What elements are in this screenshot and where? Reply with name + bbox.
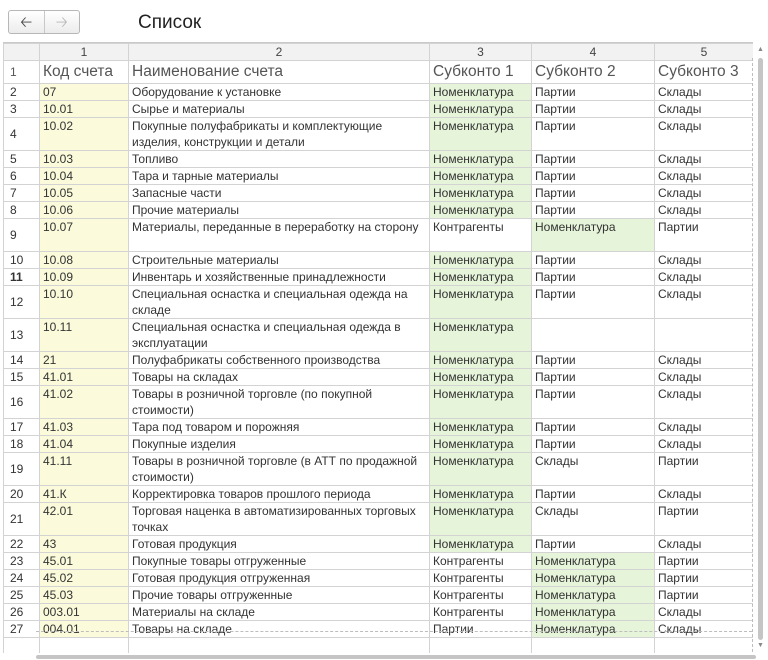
- vertical-scrollbar[interactable]: [755, 44, 766, 648]
- account-name-cell[interactable]: Строительные материалы: [129, 252, 430, 269]
- account-name-cell[interactable]: Товары на складе: [129, 621, 430, 638]
- header-code[interactable]: Код счета: [40, 61, 129, 84]
- account-code-cell[interactable]: 10.08: [40, 252, 129, 269]
- subconto-3-cell[interactable]: Склады: [655, 486, 754, 503]
- account-name-cell[interactable]: Торговая наценка в автоматизированных торговых точках: [129, 503, 430, 536]
- row-number[interactable]: 23: [4, 553, 40, 570]
- account-name-cell[interactable]: Готовая продукция отгруженная: [129, 570, 430, 587]
- empty-cell[interactable]: [40, 638, 129, 654]
- table-row[interactable]: [4, 118, 754, 151]
- row-number[interactable]: 1: [4, 61, 40, 84]
- subconto-1-cell[interactable]: Номенклатура: [430, 118, 532, 151]
- row-number[interactable]: 27: [4, 621, 40, 638]
- subconto-3-cell[interactable]: Партии: [655, 570, 754, 587]
- subconto-1-cell[interactable]: Номенклатура: [430, 202, 532, 219]
- account-code-cell[interactable]: 10.05: [40, 185, 129, 202]
- subconto-1-cell[interactable]: Номенклатура: [430, 168, 532, 185]
- subconto-2-cell[interactable]: Партии: [532, 202, 655, 219]
- subconto-1-cell[interactable]: Контрагенты: [430, 570, 532, 587]
- account-name-cell[interactable]: Тара и тарные материалы: [129, 168, 430, 185]
- account-name-cell[interactable]: Товары в розничной торговле (по покупной стоимости): [129, 386, 430, 419]
- subconto-2-cell[interactable]: Номенклатура: [532, 621, 655, 638]
- account-code-cell[interactable]: 10.10: [40, 286, 129, 319]
- table-row[interactable]: [4, 621, 754, 638]
- account-code-cell[interactable]: 41.04: [40, 436, 129, 453]
- row-number[interactable]: 15: [4, 369, 40, 386]
- spreadsheet[interactable]: [3, 42, 753, 653]
- subconto-3-cell[interactable]: Партии: [655, 587, 754, 604]
- table-row[interactable]: [4, 269, 754, 286]
- account-code-cell[interactable]: 45.01: [40, 553, 129, 570]
- subconto-3-cell[interactable]: Склады: [655, 286, 754, 319]
- table-row[interactable]: [4, 570, 754, 587]
- subconto-3-cell[interactable]: Склады: [655, 202, 754, 219]
- subconto-3-cell[interactable]: Партии: [655, 453, 754, 486]
- row-number[interactable]: 7: [4, 185, 40, 202]
- subconto-3-cell[interactable]: Склады: [655, 118, 754, 151]
- row-number[interactable]: 3: [4, 101, 40, 118]
- row-number[interactable]: 19: [4, 453, 40, 486]
- subconto-1-cell[interactable]: Номенклатура: [430, 185, 532, 202]
- account-name-cell[interactable]: Материалы, переданные в переработку на сторону: [129, 219, 430, 252]
- account-name-cell[interactable]: Корректировка товаров прошлого периода: [129, 486, 430, 503]
- account-name-cell[interactable]: Готовая продукция: [129, 536, 430, 553]
- account-code-cell[interactable]: 41.К: [40, 486, 129, 503]
- row-number[interactable]: 5: [4, 151, 40, 168]
- account-code-cell[interactable]: 004.01: [40, 621, 129, 638]
- table-row[interactable]: [4, 219, 754, 252]
- forward-button[interactable]: [45, 11, 80, 33]
- table-row[interactable]: [4, 286, 754, 319]
- account-code-cell[interactable]: 10.07: [40, 219, 129, 252]
- table-row[interactable]: [4, 352, 754, 369]
- navigation-buttons: [8, 10, 80, 34]
- subconto-1-cell[interactable]: Номенклатура: [430, 84, 532, 101]
- account-name-cell[interactable]: Полуфабрикаты собственного производства: [129, 352, 430, 369]
- subconto-2-cell[interactable]: Партии: [532, 386, 655, 419]
- account-code-cell[interactable]: 10.04: [40, 168, 129, 185]
- column-number[interactable]: 5: [655, 44, 754, 61]
- account-code-cell[interactable]: 41.01: [40, 369, 129, 386]
- subconto-2-cell[interactable]: Партии: [532, 269, 655, 286]
- subconto-2-cell[interactable]: Партии: [532, 486, 655, 503]
- subconto-1-cell[interactable]: Контрагенты: [430, 587, 532, 604]
- table-row[interactable]: [4, 419, 754, 436]
- subconto-3-cell[interactable]: Склады: [655, 536, 754, 553]
- back-button[interactable]: [9, 11, 45, 33]
- subconto-3-cell[interactable]: Склады: [655, 185, 754, 202]
- header-row: [4, 61, 754, 84]
- table-row[interactable]: [4, 84, 754, 101]
- account-code-cell[interactable]: 42.01: [40, 503, 129, 536]
- account-name-cell[interactable]: Топливо: [129, 151, 430, 168]
- account-name-cell[interactable]: Товары на складах: [129, 369, 430, 386]
- subconto-3-cell[interactable]: Склады: [655, 352, 754, 369]
- subconto-1-cell[interactable]: Номенклатура: [430, 386, 532, 419]
- subconto-3-cell[interactable]: Склады: [655, 369, 754, 386]
- subconto-2-cell[interactable]: Номенклатура: [532, 219, 655, 252]
- subconto-1-cell[interactable]: Номенклатура: [430, 101, 532, 118]
- subconto-1-cell[interactable]: Номенклатура: [430, 536, 532, 553]
- row-number[interactable]: 6: [4, 168, 40, 185]
- row-number[interactable]: 18: [4, 436, 40, 453]
- subconto-2-cell[interactable]: Номенклатура: [532, 604, 655, 621]
- subconto-3-cell[interactable]: Склады: [655, 151, 754, 168]
- subconto-2-cell[interactable]: Партии: [532, 352, 655, 369]
- subconto-3-cell[interactable]: Склады: [655, 386, 754, 419]
- scroll-down-icon[interactable]: ▼: [757, 642, 764, 649]
- page-break-horizontal: [36, 631, 752, 632]
- row-number[interactable]: 13: [4, 319, 40, 352]
- table-row[interactable]: [4, 486, 754, 503]
- account-name-cell[interactable]: Специальная оснастка и специальная одежда в эксплуатации: [129, 319, 430, 352]
- subconto-1-cell[interactable]: Номенклатура: [430, 269, 532, 286]
- subconto-3-cell[interactable]: Партии: [655, 219, 754, 252]
- subconto-2-cell[interactable]: Склады: [532, 503, 655, 536]
- column-number[interactable]: 4: [532, 44, 655, 61]
- account-code-cell[interactable]: 41.03: [40, 419, 129, 436]
- row-number[interactable]: 9: [4, 219, 40, 252]
- header-name[interactable]: Наименование счета: [129, 61, 430, 84]
- column-number[interactable]: 3: [430, 44, 532, 61]
- page-break-vertical: [752, 58, 753, 652]
- horizontal-scroll-thumb[interactable]: [36, 655, 756, 659]
- subconto-2-cell[interactable]: Партии: [532, 185, 655, 202]
- row-number[interactable]: 20: [4, 486, 40, 503]
- subconto-2-cell[interactable]: Партии: [532, 536, 655, 553]
- row-number[interactable]: 4: [4, 118, 40, 151]
- subconto-3-cell[interactable]: Склады: [655, 604, 754, 621]
- row-number[interactable]: 8: [4, 202, 40, 219]
- account-code-cell[interactable]: 10.02: [40, 118, 129, 151]
- table-row[interactable]: [4, 319, 754, 352]
- table-row[interactable]: [4, 101, 754, 118]
- subconto-3-cell[interactable]: Партии: [655, 553, 754, 570]
- empty-cell[interactable]: [655, 638, 754, 654]
- table-row[interactable]: [4, 252, 754, 269]
- account-code-cell[interactable]: 07: [40, 84, 129, 101]
- subconto-2-cell[interactable]: Номенклатура: [532, 570, 655, 587]
- subconto-2-cell[interactable]: Партии: [532, 151, 655, 168]
- row-number[interactable]: 12: [4, 286, 40, 319]
- subconto-1-cell[interactable]: Номенклатура: [430, 369, 532, 386]
- account-code-cell[interactable]: 45.02: [40, 570, 129, 587]
- table-row[interactable]: [4, 151, 754, 168]
- table-row[interactable]: [4, 553, 754, 570]
- account-code-cell[interactable]: 003.01: [40, 604, 129, 621]
- account-name-cell[interactable]: Материалы на складе: [129, 604, 430, 621]
- subconto-3-cell[interactable]: [655, 319, 754, 352]
- account-code-cell[interactable]: 41.02: [40, 386, 129, 419]
- row-number[interactable]: 25: [4, 587, 40, 604]
- row-number[interactable]: 10: [4, 252, 40, 269]
- account-name-cell[interactable]: Специальная оснастка и специальная одежда на складе: [129, 286, 430, 319]
- table-row[interactable]: [4, 436, 754, 453]
- subconto-2-cell[interactable]: Склады: [532, 453, 655, 486]
- table-row[interactable]: [4, 453, 754, 486]
- table-row[interactable]: [4, 587, 754, 604]
- account-code-cell[interactable]: 41.11: [40, 453, 129, 486]
- empty-row[interactable]: [4, 638, 754, 654]
- subconto-2-cell[interactable]: Партии: [532, 436, 655, 453]
- account-code-cell[interactable]: 10.06: [40, 202, 129, 219]
- table-row[interactable]: [4, 369, 754, 386]
- subconto-1-cell[interactable]: Партии: [430, 621, 532, 638]
- subconto-3-cell[interactable]: Склады: [655, 252, 754, 269]
- subconto-3-cell[interactable]: Склады: [655, 621, 754, 638]
- subconto-2-cell[interactable]: Номенклатура: [532, 553, 655, 570]
- empty-cell[interactable]: [430, 638, 532, 654]
- accounts-table: [3, 43, 753, 653]
- subconto-3-cell[interactable]: Партии: [655, 503, 754, 536]
- subconto-1-cell[interactable]: Номенклатура: [430, 436, 532, 453]
- subconto-2-cell[interactable]: Партии: [532, 168, 655, 185]
- arrow-right-icon: 🡢: [55, 13, 68, 31]
- subconto-1-cell[interactable]: Номенклатура: [430, 286, 532, 319]
- account-name-cell[interactable]: Сырье и материалы: [129, 101, 430, 118]
- account-name-cell[interactable]: Оборудование к установке: [129, 84, 430, 101]
- account-name-cell[interactable]: Покупные изделия: [129, 436, 430, 453]
- subconto-2-cell[interactable]: Номенклатура: [532, 587, 655, 604]
- subconto-2-cell[interactable]: [532, 319, 655, 352]
- subconto-1-cell[interactable]: Контрагенты: [430, 553, 532, 570]
- header-subconto-1[interactable]: Субконто 1: [430, 61, 532, 84]
- subconto-2-cell[interactable]: Партии: [532, 118, 655, 151]
- account-code-cell[interactable]: 10.11: [40, 319, 129, 352]
- table-row[interactable]: [4, 202, 754, 219]
- vertical-scroll-thumb[interactable]: [758, 58, 763, 640]
- subconto-2-cell[interactable]: Партии: [532, 286, 655, 319]
- subconto-1-cell[interactable]: Номенклатура: [430, 151, 532, 168]
- subconto-2-cell[interactable]: Партии: [532, 419, 655, 436]
- empty-cell[interactable]: [4, 638, 40, 654]
- account-code-cell[interactable]: 21: [40, 352, 129, 369]
- subconto-1-cell[interactable]: Номенклатура: [430, 319, 532, 352]
- toolbar: [0, 0, 768, 42]
- table-row[interactable]: [4, 604, 754, 621]
- column-number[interactable]: 1: [40, 44, 129, 61]
- account-name-cell[interactable]: Покупные товары отгруженные: [129, 553, 430, 570]
- arrow-left-icon: 🡠: [20, 13, 33, 31]
- empty-cell[interactable]: [532, 638, 655, 654]
- subconto-3-cell[interactable]: Склады: [655, 269, 754, 286]
- account-name-cell[interactable]: Покупные полуфабрикаты и комплектующие изделия, конструкции и детали: [129, 118, 430, 151]
- account-name-cell[interactable]: Прочие материалы: [129, 202, 430, 219]
- subconto-2-cell[interactable]: Партии: [532, 84, 655, 101]
- empty-cell[interactable]: [129, 638, 430, 654]
- row-number[interactable]: 21: [4, 503, 40, 536]
- row-number[interactable]: 11: [4, 269, 40, 286]
- corner-cell[interactable]: [4, 44, 40, 61]
- header-subconto-3[interactable]: Субконто 3: [655, 61, 754, 84]
- account-code-cell[interactable]: 10.01: [40, 101, 129, 118]
- header-subconto-2[interactable]: Субконто 2: [532, 61, 655, 84]
- subconto-1-cell[interactable]: Номенклатура: [430, 453, 532, 486]
- subconto-3-cell[interactable]: Склады: [655, 101, 754, 118]
- account-name-cell[interactable]: Прочие товары отгруженные: [129, 587, 430, 604]
- table-row[interactable]: [4, 536, 754, 553]
- account-code-cell[interactable]: 43: [40, 536, 129, 553]
- scroll-up-icon[interactable]: ▲: [757, 46, 764, 53]
- row-number[interactable]: 22: [4, 536, 40, 553]
- row-number[interactable]: 14: [4, 352, 40, 369]
- table-row[interactable]: [4, 503, 754, 536]
- row-number[interactable]: 24: [4, 570, 40, 587]
- subconto-1-cell[interactable]: Номенклатура: [430, 352, 532, 369]
- account-name-cell[interactable]: Тара под товаром и порожняя: [129, 419, 430, 436]
- table-row[interactable]: [4, 185, 754, 202]
- page-title: Список: [138, 12, 202, 33]
- row-number[interactable]: 26: [4, 604, 40, 621]
- subconto-1-cell[interactable]: Номенклатура: [430, 419, 532, 436]
- account-code-cell[interactable]: 10.03: [40, 151, 129, 168]
- column-number[interactable]: 2: [129, 44, 430, 61]
- account-code-cell[interactable]: 45.03: [40, 587, 129, 604]
- account-name-cell[interactable]: Запасные части: [129, 185, 430, 202]
- account-code-cell[interactable]: 10.09: [40, 269, 129, 286]
- row-number[interactable]: 2: [4, 84, 40, 101]
- account-name-cell[interactable]: Товары в розничной торговле (в АТТ по продажной стоимости): [129, 453, 430, 486]
- subconto-3-cell[interactable]: Склады: [655, 168, 754, 185]
- subconto-3-cell[interactable]: Склады: [655, 84, 754, 101]
- subconto-2-cell[interactable]: Партии: [532, 101, 655, 118]
- table-row[interactable]: [4, 386, 754, 419]
- subconto-2-cell[interactable]: Партии: [532, 369, 655, 386]
- column-number-row: [4, 44, 754, 61]
- subconto-1-cell[interactable]: Контрагенты: [430, 604, 532, 621]
- subconto-2-cell[interactable]: Партии: [532, 252, 655, 269]
- row-number[interactable]: 16: [4, 386, 40, 419]
- subconto-1-cell[interactable]: Номенклатура: [430, 503, 532, 536]
- row-number[interactable]: 17: [4, 419, 40, 436]
- subconto-1-cell[interactable]: Контрагенты: [430, 219, 532, 252]
- subconto-1-cell[interactable]: Номенклатура: [430, 486, 532, 503]
- subconto-3-cell[interactable]: Склады: [655, 419, 754, 436]
- subconto-3-cell[interactable]: Склады: [655, 436, 754, 453]
- account-name-cell[interactable]: Инвентарь и хозяйственные принадлежности: [129, 269, 430, 286]
- subconto-1-cell[interactable]: Номенклатура: [430, 252, 532, 269]
- table-row[interactable]: [4, 168, 754, 185]
